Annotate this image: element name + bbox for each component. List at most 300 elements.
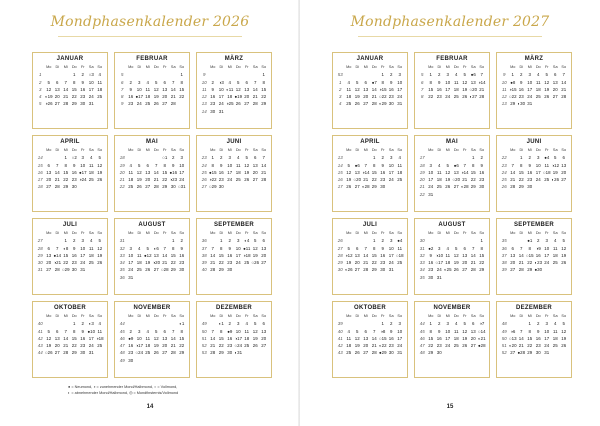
weekday-label: Fr (462, 148, 467, 152)
weekday-header-row (418, 147, 486, 154)
weekday-header-row (118, 64, 186, 71)
day-cell: 25 (145, 101, 151, 107)
week-row (336, 86, 404, 93)
day-cell: 7 (56, 245, 59, 251)
month-table (118, 313, 186, 364)
day-cell: 18 (244, 335, 250, 341)
month-grid (332, 52, 572, 382)
day-cell: 19 (97, 252, 103, 258)
day-cell: 23 (380, 260, 386, 266)
week-row (500, 259, 568, 266)
week-number: 31 (119, 238, 125, 244)
day-cell: ●4 (544, 155, 550, 161)
day-cell: 16 (218, 169, 224, 175)
weekday-label: So (561, 314, 567, 318)
page-title: Mondphasenkalender 2027 (350, 14, 550, 30)
day-cell: 9 (172, 162, 175, 168)
day-cell: ●16 (169, 169, 178, 175)
day-cell: 1 (64, 238, 67, 244)
day-cell: 3 (429, 162, 432, 168)
week-row (336, 245, 404, 252)
day-cell: 8 (262, 79, 265, 85)
day-cell: 16 (428, 260, 434, 266)
day-cell (478, 349, 487, 356)
weekday-label: Di (355, 65, 360, 69)
day-cell (226, 108, 235, 115)
day-cell (560, 100, 569, 107)
day-cell: 23 (388, 343, 394, 349)
week-number: 29 (37, 252, 43, 258)
day-cell: 3 (528, 72, 531, 78)
day-cell (135, 320, 144, 327)
day-cell: 14 (363, 252, 369, 258)
day-cell: 5 (146, 245, 149, 251)
day-cell: 5 (356, 79, 359, 85)
day-cell (243, 71, 252, 78)
weekday-header-row (500, 313, 568, 320)
day-cell: 22 (527, 260, 533, 266)
day-cell: 2 (129, 79, 132, 85)
day-cell: ●10 (87, 328, 96, 334)
week-row (418, 335, 486, 342)
day-cell: 10 (428, 169, 434, 175)
day-cell: 8 (480, 245, 483, 251)
week-row (500, 237, 568, 244)
month-table (200, 313, 268, 357)
month-name: DEZEMBER (515, 305, 553, 311)
day-cell: 28 (210, 350, 216, 356)
day-cell: 4 (146, 328, 149, 334)
week-row (500, 183, 568, 190)
day-cell: 6 (163, 79, 166, 85)
day-cell: ◑18 (242, 252, 251, 258)
week-row (500, 100, 568, 107)
weekday-label: So (561, 148, 567, 152)
day-cell: ◑20 (152, 260, 161, 266)
day-cell: 1 (511, 72, 514, 78)
day-cell: 6 (254, 155, 257, 161)
day-cell: ●29 (378, 350, 387, 356)
day-cell (45, 237, 54, 244)
week-number: 5 (121, 72, 124, 78)
day-cell: 17 (128, 260, 134, 266)
day-cell (427, 154, 436, 161)
day-cell: 26 (346, 184, 352, 190)
day-cell: 19 (462, 335, 468, 341)
weekday-label: Fr (244, 148, 249, 152)
day-cell (560, 349, 569, 356)
day-cell: 3 (180, 155, 183, 161)
day-cell: 30 (388, 350, 394, 356)
day-cell: 3 (398, 321, 401, 327)
day-cell: 2 (537, 321, 540, 327)
day-cell (461, 191, 470, 198)
weekday-label: Do (71, 65, 77, 69)
week-row (200, 335, 268, 342)
day-cell: 18 (128, 177, 134, 183)
weekday-label: Sa (552, 65, 558, 69)
day-cell: 27 (162, 350, 168, 356)
day-cell: 26 (244, 177, 250, 183)
day-cell (217, 71, 226, 78)
weekday-header-row (200, 147, 268, 154)
day-cell: 8 (220, 245, 223, 251)
day-cell: 31 (88, 101, 94, 107)
week-row (200, 342, 268, 349)
week-row (418, 259, 486, 266)
day-cell: 22 (218, 343, 224, 349)
weekday-label: So (179, 231, 185, 235)
week-number: 5 (421, 72, 424, 78)
day-cell: 25 (397, 260, 403, 266)
day-cell: 30 (170, 184, 176, 190)
day-cell: 9 (390, 328, 393, 334)
day-cell: 14 (510, 169, 516, 175)
day-cell: 23 (179, 260, 185, 266)
weekday-label (118, 230, 127, 237)
week-number: 43 (337, 350, 343, 356)
day-cell: 7 (56, 162, 59, 168)
day-cell: ●1 (527, 238, 533, 244)
day-cell: 5 (463, 321, 466, 327)
week-row (36, 93, 104, 100)
day-cell: 7 (172, 79, 175, 85)
day-cell: ◑7 (479, 321, 485, 327)
day-cell: 13 (261, 245, 267, 251)
weekday-label: Sa (470, 314, 476, 318)
day-cell (461, 274, 470, 281)
day-cell: 18 (88, 252, 94, 258)
day-cell: 19 (145, 260, 151, 266)
day-cell: 31 (388, 267, 394, 273)
day-cell (435, 154, 444, 161)
week-number: 44 (119, 321, 125, 327)
day-cell: 7 (163, 245, 166, 251)
weekday-label (418, 64, 427, 71)
day-cell: ○2 (71, 155, 77, 161)
day-cell: 11 (436, 169, 442, 175)
day-cell: 18 (346, 343, 352, 349)
week-number: 4 (339, 101, 342, 107)
month-name: NOVEMBER (133, 305, 171, 311)
day-cell: 3 (138, 79, 141, 85)
month-table (418, 147, 486, 198)
day-cell: 6 (146, 162, 149, 168)
month-name: OKTOBER (354, 305, 386, 311)
day-cell: 8 (520, 162, 523, 168)
month-name: FEBRUAR (436, 56, 468, 62)
weekday-header-row (118, 230, 186, 237)
day-cell: 23 (380, 177, 386, 183)
day-cell: ◐29 (378, 101, 387, 107)
day-cell: 28 (371, 101, 377, 107)
day-cell: 25 (88, 260, 94, 266)
week-row (500, 169, 568, 176)
week-number: 30 (37, 260, 43, 266)
week-row (500, 86, 568, 93)
day-cell (469, 349, 478, 356)
month-box (414, 135, 490, 212)
week-row (336, 342, 404, 349)
day-cell: 10 (80, 162, 86, 168)
day-cell (345, 237, 354, 244)
month-box (414, 218, 490, 295)
weekday-label: Do (235, 231, 241, 235)
day-cell: 21 (371, 343, 377, 349)
week-number: 16 (37, 169, 43, 175)
weekday-label: Mi (145, 65, 150, 69)
weekday-label: Di (137, 65, 142, 69)
week-number: 11 (201, 86, 207, 92)
day-cell: 20 (561, 169, 567, 175)
day-cell: 8 (528, 328, 531, 334)
day-cell: 31 (527, 101, 533, 107)
day-cell: 9 (211, 86, 214, 92)
day-cell: 17 (388, 252, 394, 258)
day-cell: 13 (510, 252, 516, 258)
day-cell: 3 (545, 238, 548, 244)
weekday-label: Sa (470, 148, 476, 152)
day-cell: 7 (463, 162, 466, 168)
weekday-label: Mo (510, 314, 516, 318)
weekday-label: So (179, 314, 185, 318)
week-number: 25 (201, 169, 207, 175)
day-cell: 3 (446, 72, 449, 78)
day-cell: 17 (544, 335, 550, 341)
weekday-label: Fr (462, 65, 467, 69)
day-cell (45, 154, 54, 161)
week-row (200, 100, 268, 107)
day-cell: 14 (518, 335, 524, 341)
week-row (418, 183, 486, 190)
day-cell: 20 (162, 94, 168, 100)
month-box (196, 135, 272, 212)
day-cell: 5 (98, 155, 101, 161)
day-cell: 18 (88, 169, 94, 175)
day-cell: 6 (245, 79, 248, 85)
day-cell: 4 (398, 155, 401, 161)
day-cell: ◐30 (517, 101, 526, 107)
day-cell: ○20 (469, 86, 478, 92)
day-cell: 5 (138, 162, 141, 168)
weekday-label (118, 147, 127, 154)
day-cell: 3 (446, 321, 449, 327)
weekday-label: So (479, 148, 485, 152)
month-name: APRIL (60, 139, 80, 145)
day-cell: 21 (252, 94, 258, 100)
weekday-label: Mi (527, 314, 532, 318)
day-cell (62, 71, 71, 78)
weekday-label: Mi (445, 65, 450, 69)
week-number: 38 (201, 252, 207, 258)
day-cell: 5 (545, 72, 548, 78)
day-cell (144, 357, 153, 364)
weekday-label: Di (55, 65, 60, 69)
day-cell: 1 (73, 72, 76, 78)
day-cell: 6 (262, 238, 265, 244)
week-row (336, 169, 404, 176)
day-cell: 27 (354, 184, 360, 190)
day-cell: 30 (380, 267, 386, 273)
weekday-label: Do (71, 231, 77, 235)
day-cell: 30 (210, 108, 216, 114)
week-row (200, 71, 268, 78)
day-cell: ◐23 (534, 260, 543, 266)
week-row (500, 335, 568, 342)
day-cell: 17 (535, 169, 541, 175)
week-number: 39 (337, 321, 343, 327)
day-cell: 5 (254, 321, 257, 327)
day-cell: 2 (73, 238, 76, 244)
day-cell: ◐26 (551, 177, 560, 183)
month-box (496, 52, 572, 129)
month-table (418, 313, 486, 357)
weekday-label: Do (371, 231, 377, 235)
day-cell: 19 (462, 86, 468, 92)
day-cell: 2 (480, 155, 483, 161)
week-row (500, 176, 568, 183)
day-cell (45, 320, 54, 327)
day-cell: 11 (346, 335, 352, 341)
weekday-header-row (336, 147, 404, 154)
weekday-label: Di (55, 314, 60, 318)
day-cell: ●28 (517, 350, 526, 356)
day-cell: ○17 (435, 260, 444, 266)
day-cell: 1 (528, 321, 531, 327)
day-cell (243, 266, 252, 273)
weekday-label: So (179, 148, 185, 152)
day-cell: 10 (235, 245, 241, 251)
day-cell: 23 (128, 101, 134, 107)
day-cell: 22 (371, 177, 377, 183)
week-number: 32 (119, 245, 125, 251)
month-table (418, 230, 486, 281)
week-row (336, 93, 404, 100)
week-row (336, 154, 404, 161)
week-number: 19 (119, 162, 125, 168)
day-cell: 25 (235, 177, 241, 183)
day-cell: 23 (218, 177, 224, 183)
day-cell (260, 349, 269, 356)
week-number: 37 (201, 245, 207, 251)
day-cell: 26 (153, 350, 159, 356)
day-cell: ●6 (470, 72, 476, 78)
day-cell: 9 (528, 162, 531, 168)
day-cell: 14 (210, 252, 216, 258)
day-cell: 7 (562, 72, 565, 78)
day-cell: 25 (535, 94, 541, 100)
week-row (418, 320, 486, 327)
week-number: 29 (337, 260, 343, 266)
day-cell: 27 (552, 94, 558, 100)
week-number: 28 (337, 252, 343, 258)
weekday-label: Mo (128, 314, 134, 318)
day-cell: 4 (347, 328, 350, 334)
week-number: 34 (419, 267, 425, 273)
day-cell: ●19 (234, 94, 243, 100)
day-cell: 19 (544, 86, 550, 92)
weekday-label: Fr (462, 314, 467, 318)
month-box (114, 135, 190, 212)
weekday-label: Mi (363, 148, 368, 152)
day-cell (87, 266, 96, 273)
month-table (200, 230, 268, 274)
month-table (200, 147, 268, 191)
week-number: 47 (119, 343, 125, 349)
week-row (36, 100, 104, 107)
day-cell: 28 (153, 184, 159, 190)
week-number: 46 (119, 335, 125, 341)
day-cell: 15 (371, 169, 377, 175)
day-cell: ◐28 (361, 184, 370, 190)
day-cell: 26 (153, 101, 159, 107)
day-cell: 29 (479, 267, 485, 273)
day-cell (144, 71, 153, 78)
legend (68, 384, 248, 396)
day-cell: 15 (170, 252, 176, 258)
weekday-label: Mi (145, 231, 150, 235)
day-cell: 29 (218, 267, 224, 273)
day-cell: 31 (218, 108, 224, 114)
week-number: 2 (339, 86, 342, 92)
day-cell: 24 (428, 184, 434, 190)
day-cell: 8 (373, 245, 376, 251)
day-cell: 10 (136, 335, 142, 341)
weekday-label: So (261, 148, 267, 152)
day-cell: 3 (537, 155, 540, 161)
day-cell: 22 (63, 260, 69, 266)
weekday-header-row (336, 313, 404, 320)
day-cell: 2 (81, 72, 84, 78)
day-cell: 27 (162, 101, 168, 107)
day-cell: 5 (47, 79, 50, 85)
week-number: 18 (419, 162, 425, 168)
week-row (336, 100, 404, 107)
week-row (200, 176, 268, 183)
page-right (300, 0, 600, 426)
day-cell: 8 (211, 162, 214, 168)
day-cell (509, 237, 518, 244)
day-cell: 19 (252, 252, 258, 258)
weekday-label: Mi (527, 148, 532, 152)
week-number: 17 (37, 177, 43, 183)
weekday-label: Di (437, 231, 442, 235)
week-number: 22 (119, 184, 125, 190)
week-number: 51 (501, 343, 507, 349)
day-cell: 13 (153, 252, 159, 258)
week-number: 15 (337, 169, 343, 175)
day-cell: 10 (445, 328, 451, 334)
day-cell: 7 (211, 328, 214, 334)
day-cell: 5 (245, 155, 248, 161)
day-cell: 21 (162, 260, 168, 266)
week-row (200, 79, 268, 86)
day-cell: ●4 (397, 238, 403, 244)
day-cell: ◐4 (244, 238, 250, 244)
day-cell: 4 (245, 321, 248, 327)
day-cell: ◐19 (44, 94, 53, 100)
month-table (336, 147, 404, 191)
weekday-label: Sa (88, 65, 94, 69)
day-cell: 4 (138, 245, 141, 251)
week-number: 18 (119, 155, 125, 161)
day-cell: 9 (480, 162, 483, 168)
day-cell: 22 (179, 343, 185, 349)
week-number: 20 (119, 169, 125, 175)
weekday-label: So (97, 65, 103, 69)
day-cell: 8 (528, 245, 531, 251)
day-cell: 19 (346, 177, 352, 183)
